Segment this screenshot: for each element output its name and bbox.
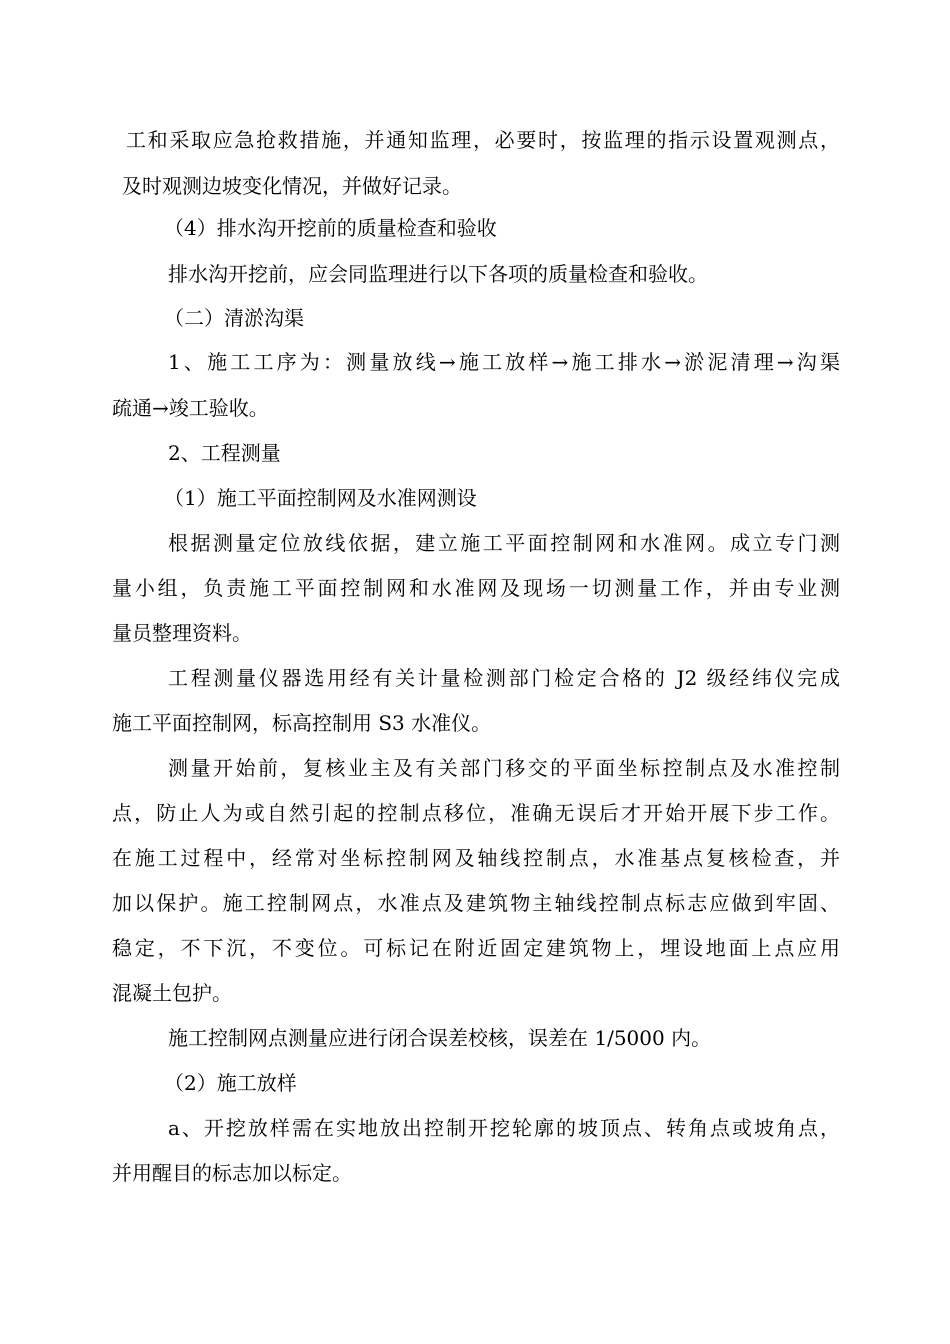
text-line-14: 施工平面控制网，标高控制用 S3 水准仪。 (112, 711, 492, 735)
text-line-4: 排水沟开挖前，应会同监理进行以下各项的质量检查和验收。 (168, 262, 708, 286)
text-line-12: 量员整理资料。 (112, 621, 252, 645)
section-heading-2: 2、工程测量 (168, 441, 281, 465)
text-line-11: 量小组，负责施工平面控制网和水准网及现场一切测量工作，并由专业测 (112, 576, 840, 600)
text-line-18: 加以保护。施工控制网点，水准点及建筑物主轴线控制点标志应做到牢固、 (112, 891, 840, 915)
text-line-6: 1、施工工序为：测量放线→施工放样→施工排水→淤泥清理→沟渠 (168, 350, 840, 374)
text-line-1: 工和采取应急抢救措施，并通知监理，必要时，按监理的指示设置观测点， (126, 128, 840, 152)
text-line-15: 测量开始前，复核业主及有关部门移交的平面坐标控制点及水准控制 (168, 756, 840, 780)
section-heading-er: （二）清淤沟渠 (164, 306, 304, 330)
text-line-13: 工程测量仪器选用经有关计量检测部门检定合格的 J2 级经纬仪完成 (168, 666, 840, 690)
text-line-20: 混凝土包护。 (112, 981, 232, 1005)
text-line-21: 施工控制网点测量应进行闭合误差校核，误差在 1/5000 内。 (168, 1026, 712, 1050)
text-line-19: 稳定，不下沉，不变位。可标记在附近固定建筑物上，埋设地面上点应用 (112, 936, 840, 960)
section-heading-2-layout: （2）施工放样 (164, 1071, 297, 1095)
text-line-10: 根据测量定位放线依据，建立施工平面控制网和水准网。成立专门测 (168, 531, 840, 555)
section-heading-1: （1）施工平面控制网及水准网测设 (164, 486, 477, 510)
text-line-23: a、开挖放样需在实地放出控制开挖轮廓的坡顶点、转角点或坡角点， (168, 1116, 840, 1140)
text-line-24: 并用醒目的标志加以标定。 (112, 1161, 352, 1185)
text-line-7: 疏通→竣工验收。 (112, 396, 269, 420)
text-line-16: 点，防止人为或自然引起的控制点移位，准确无误后才开始开展下步工作。 (112, 801, 840, 825)
text-line-17: 在施工过程中，经常对坐标控制网及轴线控制点，水准基点复核检查，并 (112, 846, 840, 870)
text-line-2: 及时观测边坡变化情况，并做好记录。 (122, 174, 462, 198)
section-heading-4: （4）排水沟开挖前的质量检查和验收 (164, 216, 497, 240)
